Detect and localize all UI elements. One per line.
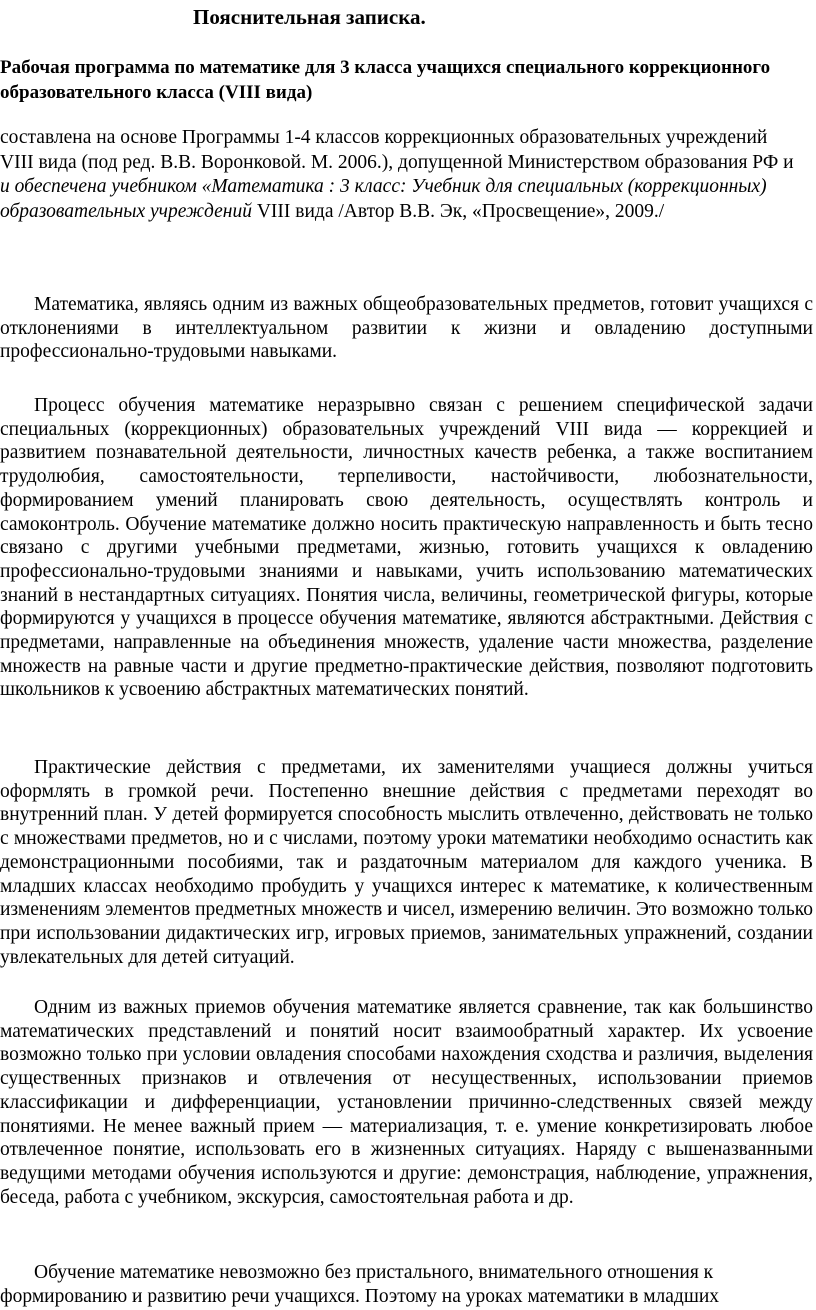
program-basis-note (0, 126, 800, 224)
basis-textbook-italic: и обеспечена учебником «Математика : 3 класс: Учебник для специальных (коррекционных) образовательных учреждений (0, 176, 767, 222)
document-title: Пояснительная записка. (193, 5, 426, 29)
paragraph-speech-development: Обучение математике невозможно без пристального, внимательного отношения к формированию и развитию речи учащихся. Поэтому на уроках математики в младших (0, 1262, 720, 1307)
paragraph-math-importance: Математика, являясь одним из важных общеобразовательных предметов, готовит учащихся с отклонениями в интеллектуальном развитии к жизни и овладению доступными профессионально-трудовыми навыками. (0, 294, 813, 363)
paragraph-comparison-method: Одним из важных приемов обучения математике является сравнение, так как большинство математических представлений и понятий носит взаимообратный характер. Их усвоение возможно только при условии овладения способами нахождения сходства и различия, выделения существенных признаков и отвлечения от несущественных, использовании приемов классификации и дифференциации, установлении причинно-следственных связей между понятиями. Не менее важный прием — материализация, т. е. умение конкретизировать любое отвлеченное понятие, использовать его в жизненных ситуациях. Наряду с вышеназванными ведущими методами обучения используются и другие: демонстрация, наблюдение, упражнения, беседа, работа с учебником, экскурсия, самостоятельная работа и др. (0, 997, 813, 1208)
paragraph-learning-process: Процесс обучения математике неразрывно связан с решением специфической задачи специальных (коррекционных) образовательных учреждений VIII вида — коррекцией и развитием познавательной деятельности, личностных качеств ребенка, а также воспитанием трудолюбия, самостоятельности, терпеливости, настойчивости, любознательности, формированием умений планировать свою деятельность, осуществлять контроль и самоконтроль. Обучение математике должно носить практическую направленность и быть тесно связано с другими учебными предметами, жизнью, готовить учащихся к овладению профессионально-трудовыми знаниями и навыками, учить использованию математических знаний в нестандартных ситуациях. Понятия числа, величины, геометрической фигуры, которые формируются у учащихся в процессе обучения математике, являются абстрактными. Действия с предметами, направленные на объединения множеств, удаление части множества, разделение множеств на равные части и другие предметно-практические действия, позволяют подготовить школьников к усвоению абстрактных математических понятий. (0, 395, 813, 701)
basis-text-start: составлена на основе Программы 1-4 классов коррекционных образовательных учреждений VIII вида (под ред. В.В. Воронковой. М. 2006.), допущенной Министерством образования РФ и (0, 127, 794, 173)
paragraph-practical-actions: Практические действия с предметами, их заменителями учащиеся должны учиться оформлять в громкой речи. Постепенно внешние действия с предметами переходят во внутренний план. У детей формируется способность мыслить отвлеченно, действовать не только с множествами предметов, но и с числами, поэтому уроки математики необходимо оснастить как демонстрационными пособиями, так и раздаточным материалом для каждого ученика. В младших классах необходимо пробудить у учащихся интерес к математике, к количественным изменениям элементов предметных множеств и чисел, измерению величин. Это возможно только при использовании дидактических игр, игровых приемов, занимательных упражнений, создании увлекательных для детей ситуаций. (0, 757, 813, 968)
basis-text-end: VIII вида /Автор В.В. Эк, «Просвещение», 2009./ (251, 200, 665, 222)
program-subtitle: Рабочая программа по математике для 3 класса учащихся специального коррекционного образовательного класса (VIII вида) (0, 57, 771, 103)
